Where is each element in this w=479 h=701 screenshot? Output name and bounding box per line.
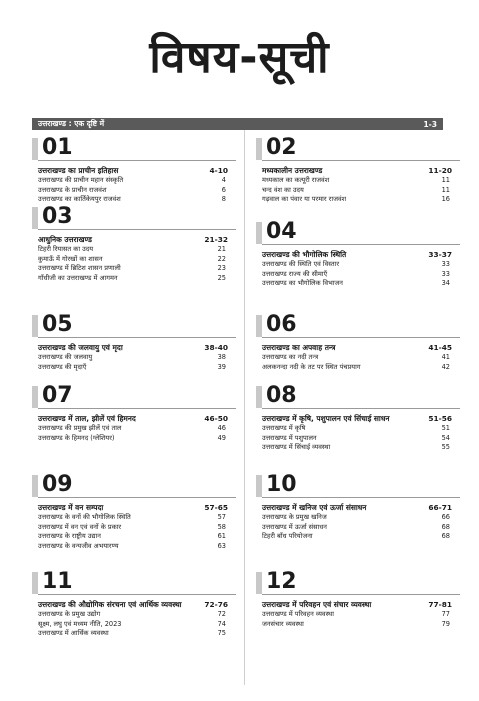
- section-header: [38, 472, 228, 501]
- section-number: 06: [266, 312, 297, 337]
- toc-section: [38, 312, 228, 372]
- topic-entry[interactable]: [262, 513, 452, 523]
- chapter-title: उत्तराखण्ड का अपवाह तन्त्र: [262, 343, 336, 352]
- topic-page: 75: [217, 629, 226, 637]
- topic-entry[interactable]: [38, 176, 228, 186]
- section-header: [38, 312, 228, 341]
- topic-entry[interactable]: [262, 443, 452, 453]
- section-number: 09: [42, 472, 73, 497]
- toc-section: [38, 569, 228, 639]
- topic-entry[interactable]: [38, 363, 228, 373]
- topic-page: 72: [217, 610, 226, 618]
- topic-title: उत्तराखण्ड में ब्रिटिश शासन प्रणाली: [38, 264, 121, 272]
- topic-entry[interactable]: [38, 353, 228, 363]
- chapter-title: उत्तराखण्ड में वन सम्पदा: [38, 503, 104, 512]
- chapter-title: उत्तराखण्ड की जलवायु एवं मृदा: [38, 343, 123, 352]
- topic-title: उत्तराखण्ड में सिंचाई व्यवस्था: [262, 443, 331, 451]
- topic-title: मध्यकाल का कत्यूरी राजवंश: [262, 176, 330, 184]
- section-header: [38, 569, 228, 598]
- topic-entry[interactable]: [262, 424, 452, 434]
- topic-page: 11: [441, 176, 450, 184]
- chapter-entry[interactable]: [262, 600, 452, 610]
- section-number: 02: [266, 135, 297, 160]
- topic-page: 55: [441, 443, 450, 451]
- topic-entry[interactable]: [38, 434, 228, 444]
- topic-page: 79: [441, 619, 450, 628]
- section-rule: [38, 337, 236, 338]
- chapter-pages: 38-40: [204, 343, 228, 352]
- topic-title: गाँधीजी का उत्तराखण्ड में आगमन: [38, 273, 118, 282]
- topic-entry[interactable]: [38, 610, 228, 620]
- section-header: [38, 135, 228, 164]
- topic-title: सूक्ष्म, लघु एवं मध्यम नीति, 2023: [38, 619, 122, 628]
- topic-page: 49: [217, 433, 226, 442]
- chapter-title: उत्तराखण्ड में खनिज एवं ऊर्जा संसाधन: [262, 503, 367, 512]
- topic-page: 21: [217, 245, 226, 253]
- section-number: 12: [266, 569, 297, 594]
- section-number: 07: [42, 383, 73, 408]
- topic-title: टिहरी रियासत का उदय: [38, 245, 94, 253]
- topic-entry[interactable]: [38, 255, 228, 265]
- topic-page: 58: [217, 522, 226, 531]
- topic-entry[interactable]: [38, 513, 228, 523]
- topic-entry[interactable]: [262, 353, 452, 363]
- section-header: [262, 472, 452, 501]
- topic-page: 61: [217, 532, 226, 540]
- topic-title: उत्तराखण्ड के वनों की भौगोलिक स्थिति: [38, 513, 131, 521]
- topic-page: 22: [217, 254, 226, 263]
- section-number: 03: [42, 204, 73, 229]
- chapter-title: उत्तराखण्ड में ताल, झीलें एवं हिमनद: [38, 414, 136, 423]
- section-accent-bar: [32, 572, 38, 594]
- chapter-entry[interactable]: [262, 166, 452, 176]
- topic-title: कुमाऊँ में गोरखों का शासन: [38, 254, 103, 263]
- section-header: [262, 383, 452, 412]
- chapter-pages: 11-20: [428, 166, 452, 175]
- chapter-entry[interactable]: [262, 250, 452, 260]
- toc-section: [262, 569, 452, 629]
- toc-section: [262, 135, 452, 205]
- page-title: विषय-सूची: [149, 32, 330, 83]
- section-accent-bar: [256, 475, 262, 497]
- topic-title: गढ़वाल का पंवार या परमार राजवंश: [262, 195, 347, 203]
- topic-entry[interactable]: [262, 279, 452, 289]
- chapter-pages: 77-81: [428, 600, 452, 609]
- topic-page: 11: [441, 185, 450, 194]
- chapter-pages: 41-45: [428, 343, 452, 352]
- topic-page: 57: [217, 513, 226, 521]
- topic-entry[interactable]: [38, 264, 228, 274]
- chapter-entry[interactable]: [38, 166, 228, 176]
- topic-page: 38: [217, 353, 226, 361]
- topic-title: उत्तराखण्ड के हिमनद (ग्लेशियर): [38, 433, 115, 442]
- topic-entry[interactable]: [262, 270, 452, 280]
- topic-page: 41: [441, 353, 450, 361]
- topic-title: जनसंचार व्यवस्था: [262, 619, 304, 628]
- toc-section: [38, 472, 228, 551]
- chapter-pages: 21-32: [204, 235, 228, 244]
- chapter-entry[interactable]: [262, 414, 452, 424]
- toc-section: [262, 383, 452, 453]
- section-number: 01: [42, 135, 73, 160]
- chapter-title: उत्तराखण्ड की औद्योगिक संरचना एवं आर्थिक व्यवस्था: [38, 600, 182, 609]
- topic-page: 63: [217, 541, 226, 550]
- topic-title: उत्तराखण्ड के प्राचीन राजवंश: [38, 185, 107, 194]
- section-accent-bar: [256, 315, 262, 337]
- section-rule: [262, 244, 460, 245]
- toc-section: [38, 383, 228, 443]
- topic-title: उत्तराखण्ड में ऊर्जा संसाधन: [262, 522, 327, 531]
- section-accent-bar: [256, 572, 262, 594]
- topic-title: उत्तराखण्ड की स्थिति एवं विस्तार: [262, 260, 340, 268]
- topic-entry[interactable]: [38, 186, 228, 196]
- toc-section: [262, 312, 452, 372]
- topic-page: 4: [221, 176, 226, 184]
- topic-entry[interactable]: [262, 260, 452, 270]
- topic-page: 33: [441, 260, 450, 268]
- section-accent-bar: [32, 138, 38, 160]
- chapter-pages: 72-76: [204, 600, 228, 609]
- chapter-title: उत्तराखण्ड की भौगोलिक स्थिति: [262, 250, 347, 259]
- chapter-title: उत्तराखण्ड में परिवहन एवं संचार व्यवस्था: [262, 600, 372, 609]
- chapter-pages: 4-10: [209, 166, 228, 175]
- section-accent-bar: [32, 386, 38, 408]
- topic-entry[interactable]: [38, 542, 228, 552]
- topic-entry[interactable]: [38, 629, 228, 639]
- chapter-title: मध्यकालीन उत्तराखण्ड: [262, 166, 323, 175]
- topic-title: अलकनन्दा नदी के तट पर स्थित पंचप्रयाग: [262, 362, 361, 371]
- section-accent-bar: [32, 475, 38, 497]
- section-accent-bar: [256, 386, 262, 408]
- topic-entry[interactable]: [38, 245, 228, 255]
- section-header: [38, 383, 228, 412]
- chapter-entry[interactable]: [38, 503, 228, 513]
- section-header: [262, 312, 452, 341]
- topic-page: 33: [441, 269, 450, 278]
- topic-page: 16: [441, 195, 450, 203]
- topic-page: 42: [441, 362, 450, 371]
- topic-title: उत्तराखण्ड राज्य की सीमाएँ: [262, 269, 328, 278]
- section-rule: [262, 160, 460, 161]
- topic-page: 77: [441, 610, 450, 618]
- section-rule: [38, 408, 236, 409]
- chapter-entry[interactable]: [262, 503, 452, 513]
- topic-page: 54: [441, 433, 450, 442]
- chapter-title: उत्तराखण्ड में कृषि, पशुपालन एवं सिंचाई साधन: [262, 414, 390, 423]
- topic-page: 74: [217, 619, 226, 628]
- section-number: 04: [266, 219, 297, 244]
- column-divider: [244, 130, 245, 685]
- topic-page: 6: [221, 185, 226, 194]
- topic-title: उत्तराखण्ड की प्रमुख झीलें एवं ताल: [38, 424, 122, 432]
- topic-title: उत्तराखण्ड का कार्तिकेयपुर राजवंश: [38, 195, 121, 203]
- section-accent-bar: [256, 138, 262, 160]
- topic-title: उत्तराखण्ड में परिवहन व्यवस्था: [262, 610, 334, 618]
- topic-title: उत्तराखण्ड का नदी तन्त्र: [262, 353, 319, 361]
- topic-title: उत्तराखण्ड के वन्यजीव अभयारण्य: [38, 541, 119, 550]
- topic-entry[interactable]: [262, 176, 452, 186]
- topic-title: उत्तराखण्ड का भौगोलिक विभाजन: [262, 279, 343, 287]
- section-rule: [38, 497, 236, 498]
- chapter-pages: 57-65: [204, 503, 228, 512]
- topic-entry[interactable]: [38, 523, 228, 533]
- chapter-entry[interactable]: [38, 414, 228, 424]
- chapter-pages: 51-56: [428, 414, 452, 423]
- toc-section: [262, 472, 452, 542]
- section-rule: [38, 229, 236, 230]
- chapter-pages: 66-71: [428, 503, 452, 512]
- topic-entry[interactable]: [262, 186, 452, 196]
- topic-entry[interactable]: [262, 532, 452, 542]
- banner-pages: 1-3: [423, 119, 437, 129]
- section-accent-bar: [32, 315, 38, 337]
- topic-entry[interactable]: [38, 424, 228, 434]
- section-number: 11: [42, 569, 73, 594]
- toc-section: [262, 219, 452, 289]
- topic-page: 8: [221, 195, 226, 203]
- topic-page: 23: [217, 264, 226, 272]
- section-header: [262, 219, 452, 248]
- section-rule: [262, 337, 460, 338]
- section-rule: [38, 594, 236, 595]
- topic-entry[interactable]: [38, 620, 228, 630]
- section-accent-bar: [32, 207, 38, 229]
- topic-page: 39: [217, 362, 226, 371]
- topic-title: उत्तराखण्ड के राष्ट्रीय उद्यान: [38, 532, 101, 540]
- topic-entry[interactable]: [262, 195, 452, 205]
- chapter-pages: 33-37: [428, 250, 452, 259]
- section-header: [262, 569, 452, 598]
- topic-page: 46: [217, 424, 226, 432]
- topic-title: उत्तराखण्ड की प्राचीन महान संस्कृति: [38, 176, 124, 184]
- topic-entry[interactable]: [262, 363, 452, 373]
- topic-entry[interactable]: [262, 523, 452, 533]
- topic-entry[interactable]: [262, 610, 452, 620]
- topic-title: चन्द वंश का उदय: [262, 185, 304, 194]
- topic-title: उत्तराखण्ड की मृदाएँ: [38, 362, 87, 371]
- topic-entry[interactable]: [262, 434, 452, 444]
- topic-title: उत्तराखण्ड के प्रमुख उद्योग: [38, 610, 101, 618]
- section-number: 08: [266, 383, 297, 408]
- topic-title: उत्तराखण्ड में पशुपालन: [262, 433, 317, 442]
- section-header: [262, 135, 452, 164]
- topic-title: उत्तराखण्ड में वन एवं वनों के प्रकार: [38, 522, 122, 531]
- banner-label: उत्तराखण्ड : एक दृष्टि में: [38, 119, 105, 128]
- chapter-entry[interactable]: [38, 343, 228, 353]
- topic-page: 25: [217, 273, 226, 282]
- section-rule: [262, 497, 460, 498]
- chapter-title: उत्तराखण्ड का प्राचीन इतिहास: [38, 166, 119, 175]
- topic-title: उत्तराखण्ड में कृषि: [262, 424, 306, 432]
- section-number: 05: [42, 312, 73, 337]
- topic-title: टिहरी बाँध परियोजना: [262, 532, 313, 540]
- topic-title: उत्तराखण्ड में आर्थिक व्यवस्था: [38, 629, 109, 637]
- chapter-entry[interactable]: [262, 343, 452, 353]
- topic-page: 51: [441, 424, 450, 432]
- topic-page: 66: [441, 513, 450, 521]
- topic-page: 34: [441, 279, 450, 287]
- chapter-entry[interactable]: [38, 600, 228, 610]
- topic-title: उत्तराखण्ड की जलवायु: [38, 353, 93, 361]
- chapter-title: आधुनिक उत्तराखण्ड: [38, 235, 92, 244]
- topic-entry[interactable]: [38, 274, 228, 284]
- topic-page: 68: [441, 522, 450, 531]
- section-rule: [262, 408, 460, 409]
- section-rule: [38, 160, 236, 161]
- toc-section: [38, 135, 228, 205]
- topic-page: 68: [441, 532, 450, 540]
- section-rule: [262, 594, 460, 595]
- toc-section: [38, 204, 228, 283]
- topic-entry[interactable]: [262, 620, 452, 630]
- section-header: [38, 204, 228, 233]
- chapter-pages: 46-50: [204, 414, 228, 423]
- section-number: 10: [266, 472, 297, 497]
- chapter-entry[interactable]: [38, 235, 228, 245]
- overview-banner[interactable]: [32, 118, 443, 130]
- topic-entry[interactable]: [38, 532, 228, 542]
- topic-title: उत्तराखण्ड के प्रमुख खनिज: [262, 513, 327, 521]
- section-accent-bar: [256, 222, 262, 244]
